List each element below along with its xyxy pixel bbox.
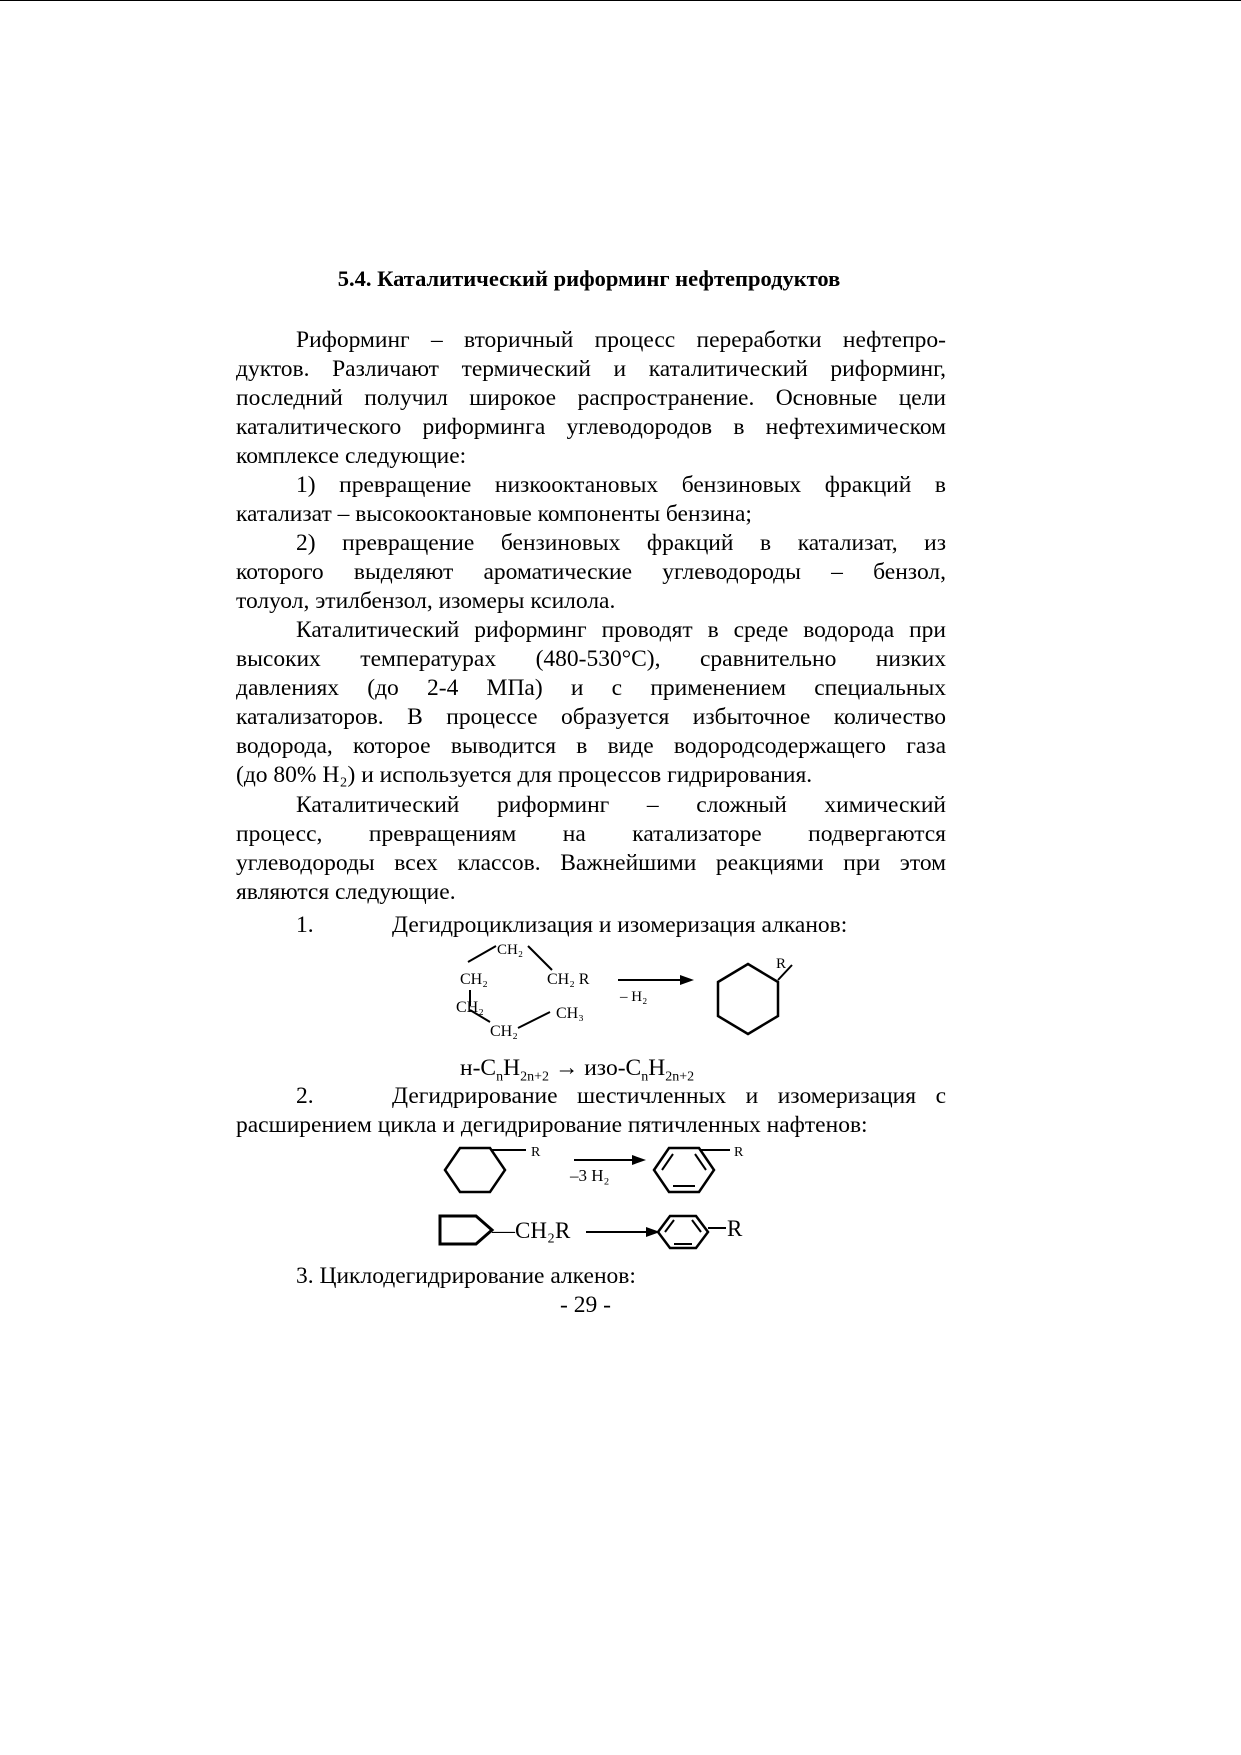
text-line: расширением цикла и дегидрирование пятичленных нафтенов:	[236, 1112, 868, 1138]
text-line: Риформинг – вторичный процесс переработки нефтепро-	[296, 327, 946, 353]
arrow-head	[632, 1155, 646, 1165]
ch2-top-label: CH₂	[497, 942, 524, 958]
paragraph-intro	[236, 326, 946, 471]
item-1-number: 1.	[296, 912, 314, 938]
cyclopentane-ring	[440, 1216, 492, 1244]
substituent-r-label: R	[734, 1145, 744, 1160]
section-title: 5.4. Каталитический риформинг нефтепродуктов	[337, 266, 841, 291]
substituent-r-label: R	[776, 956, 787, 972]
text-line: высоких температурах (480-530°С), сравнительно низких	[236, 646, 946, 672]
text-line: 1) превращение низкооктановых бензиновых фракций в	[296, 472, 946, 498]
page-number: - 29 -	[560, 1292, 611, 1318]
reagent-label: – H₂	[620, 989, 648, 1005]
item-2-number: 2.	[296, 1083, 314, 1109]
cyclohexane-ring	[445, 1148, 505, 1192]
substituent-r-label: R	[727, 1216, 743, 1241]
equation-prefix: н-	[460, 1055, 481, 1081]
item-1-text: Дегидроциклизация и изомеризация алканов:	[392, 912, 848, 938]
text-line: толуол, этилбензол, изомеры ксилола.	[236, 588, 616, 614]
text-line: последний получил широкое распространение. Основные цели	[236, 385, 946, 411]
arrow-head	[680, 975, 694, 985]
text-line: 2) превращение бензиновых фракций в катализат, из	[296, 530, 946, 556]
equation-arrow: →	[548, 1055, 585, 1081]
item-3-text: 3. Циклодегидрирование алкенов:	[296, 1263, 636, 1289]
bond-line	[468, 946, 496, 962]
text-line: Каталитический риформинг проводят в среде водорода при	[296, 617, 946, 643]
ch2r-label: —CH₂R	[492, 1218, 571, 1243]
bond-line	[518, 1012, 550, 1028]
cyclohexane-ring	[718, 964, 778, 1034]
text-line: (до 80% H₂) и используется для процессов гидрирования.	[236, 762, 813, 788]
scheme-cyclohexane-dehydrogenation	[440, 1140, 760, 1200]
ch2-left-lower-label: CH₂	[456, 999, 484, 1016]
bond-line	[528, 946, 552, 970]
equation-n: n	[641, 1069, 649, 1085]
text-line: водорода, которое выводится в виде водородсодержащего газа	[236, 733, 946, 759]
paragraph-goal-2	[236, 529, 946, 616]
paragraph-goal-1	[236, 471, 946, 529]
text-line: являются следующие.	[236, 879, 456, 905]
equation-h: H	[503, 1055, 521, 1081]
text-line: катализаторов. В процессе образуется избыточное количество	[236, 704, 946, 730]
text-line: давлениях (до 2-4 МПа) и с применением специальных	[236, 675, 946, 701]
text-line: углеводороды всех классов. Важнейшими реакциями при этом	[236, 850, 946, 876]
text-line: которого выделяют ароматические углеводороды – бензол,	[236, 559, 946, 585]
equation-iso: изо-	[584, 1055, 626, 1081]
text-line: процесс, превращениям на катализаторе подвергаются	[236, 821, 946, 847]
text-line: дуктов. Различают термический и каталитический риформинг,	[236, 356, 946, 382]
text-line: Дегидрирование шестичленных и изомеризация с	[392, 1083, 946, 1109]
text-line: каталитического риформинга углеводородов в нефтехимическом	[236, 414, 946, 440]
equation-index: 2n+2	[665, 1069, 695, 1085]
text-line: катализат – высокооктановые компоненты бензина;	[236, 501, 752, 527]
equation-c: C	[480, 1055, 497, 1081]
text-line: Каталитический риформинг – сложный химический	[296, 792, 946, 818]
equation-index: 2n+2	[520, 1069, 549, 1085]
page-top-border	[0, 0, 1241, 1]
reagent-label: –3 H₂	[570, 1166, 610, 1185]
equation-h: H	[648, 1055, 666, 1081]
paragraph-reactions	[236, 791, 946, 907]
ch2-left-upper-label: CH₂	[460, 971, 488, 988]
equation-n: n	[496, 1069, 504, 1085]
paragraph-conditions	[236, 616, 946, 790]
ch2-right-label: CH₂ R	[547, 971, 590, 988]
substituent-r-label: R	[531, 1145, 541, 1160]
scheme-cyclopentane-expansion	[436, 1206, 766, 1266]
ch3-label: CH₃	[556, 1005, 584, 1022]
text-line: комплексе следующие:	[236, 443, 467, 469]
ch2-bottom-label: CH₂	[490, 1023, 518, 1040]
item-2-paragraph	[236, 1082, 946, 1140]
equation-c: C	[625, 1055, 642, 1081]
